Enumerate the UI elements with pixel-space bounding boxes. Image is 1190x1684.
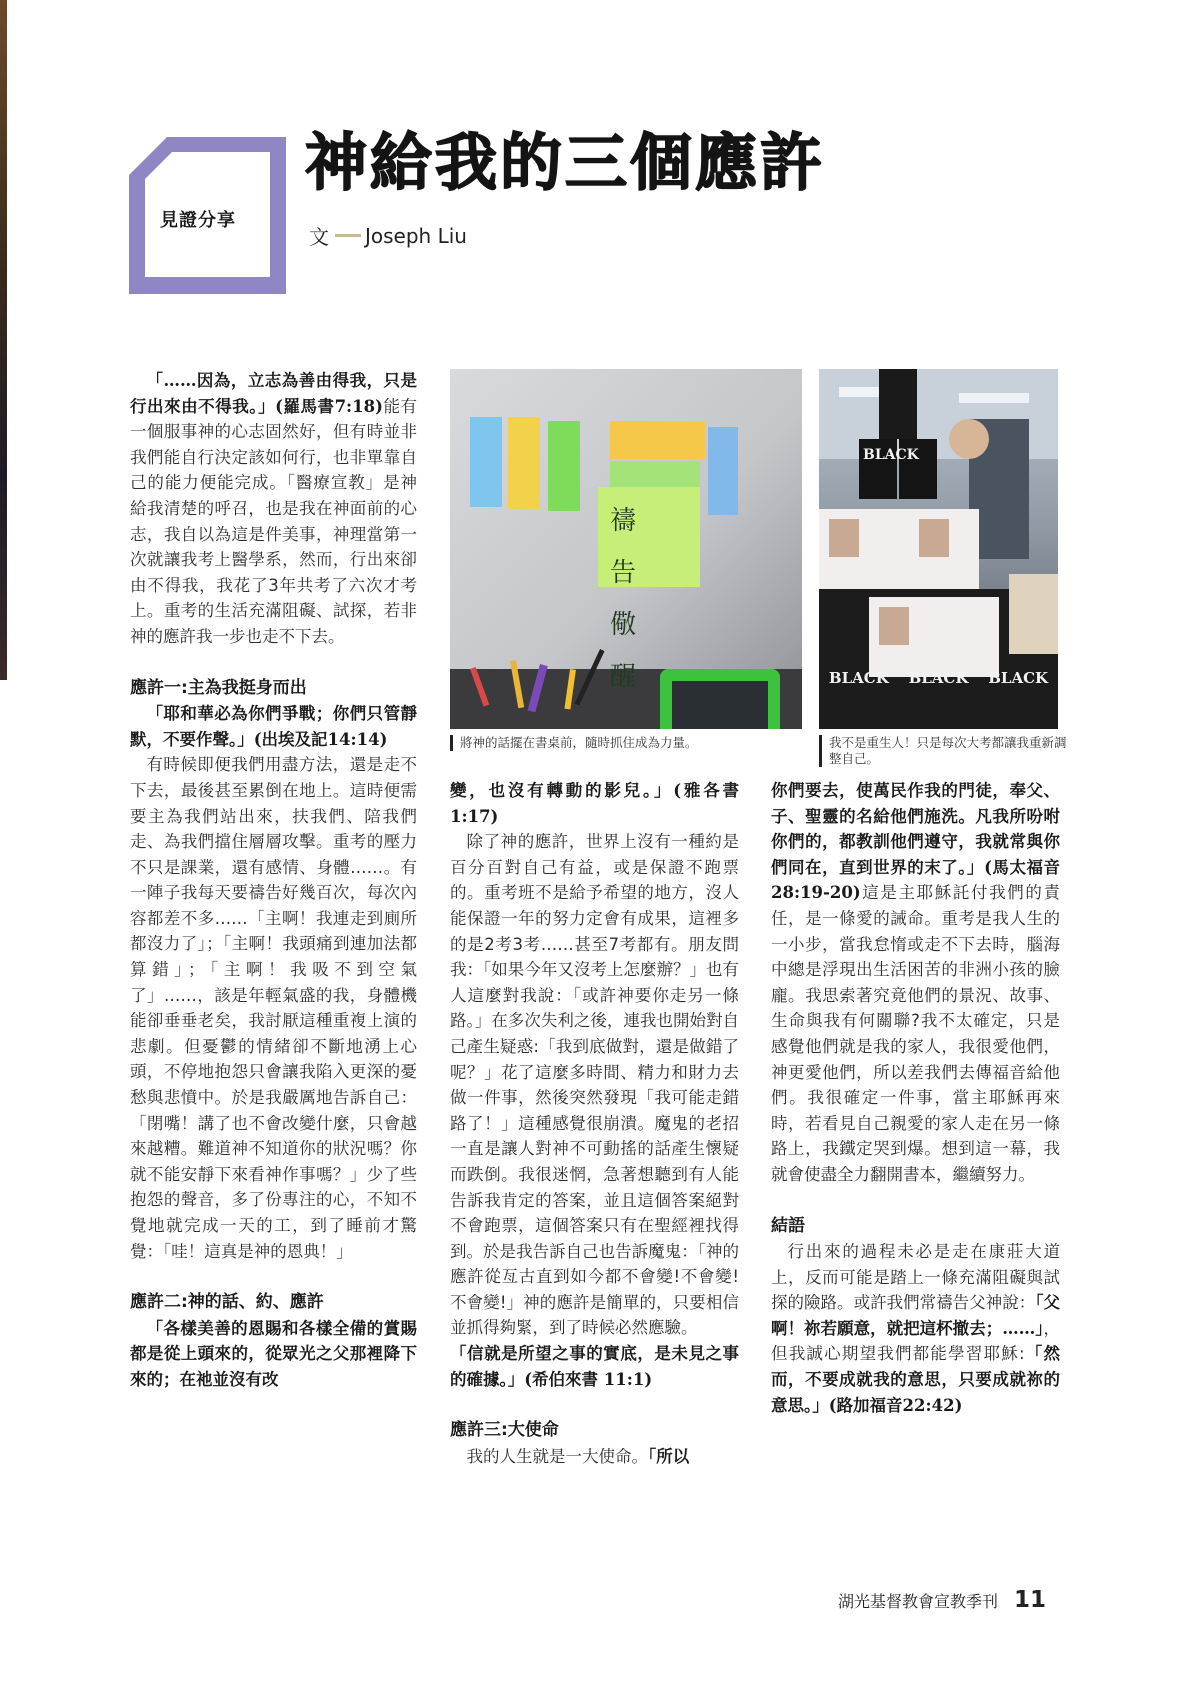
photo-desk-notes [450, 369, 802, 729]
caption-coffee-cans: 我不是重生人！只是每次大考都讓我重新調整自己。 [819, 735, 1069, 767]
quote-james-start: 「各樣美善的恩賜和各樣全備的賞賜都是從上頭來的，從眾光之父那裡降下來的；在祂並沒有改 [130, 1318, 417, 1389]
quote-matthew-end: 你們要去，使萬民作我的門徒，奉父、子、聖靈的名給他們施洗。凡我所吩咐你們的，都教訓他們遵守，我就常與你們同在，直到世界的末了。」(馬太福音28:19-20) [771, 781, 1060, 903]
byline [309, 221, 467, 250]
heading-promise-1: 應許一:主為我挺身而出 [130, 677, 307, 698]
quote-exodus: 「耶和華必為你們爭戰；你們只管靜默，不要作聲。」(出埃及記14:14) [130, 704, 417, 749]
quote-matthew-start: 「所以 [648, 1446, 690, 1466]
can-label: BLACK [828, 669, 889, 687]
photo-coffee-cans [819, 369, 1058, 729]
column-1 [130, 368, 417, 1393]
paragraph-promise-3-end [771, 778, 1060, 1188]
author-name: Joseph Liu [365, 223, 467, 248]
paragraph-promise-3-start [450, 1444, 739, 1470]
paragraph-conclusion [771, 1239, 1060, 1418]
article-title: 神給我的三個應許 [305, 126, 826, 199]
quote-luke: 「然而，不要成就我的意思，只要成就祢的意思。」(路加福音22:42) [771, 1344, 1061, 1415]
opening-text: 能有一個服事神的心志固然好，但有時並非我們能自行決定該如何行，也非單靠自己的能力便能完成。「醫療宣教」是神給我清楚的呼召，也是我在神面前的心志，我自以為這是件美事，神理當第一次就讓我考上醫學系，然而，行出來卻由不得我，我花了3年共考了六次才考上。重考的生活充滿阻礙、試探，若非神的應許我一步也走不下去。 [130, 396, 418, 646]
quote-james-end: 變，也沒有轉動的影兒。」(雅各書1:17) [450, 781, 739, 826]
byline-prefix: 文 [309, 225, 329, 249]
heading-conclusion: 結語 [771, 1215, 805, 1236]
can-label: BLACK [988, 669, 1049, 687]
paragraph-promise-1: 有時候即便我們用盡方法，還是走不下去，最後甚至累倒在地上。這時便需要主為我們站出來，扶我們、陪我們走、為我們擋住層層攻擊。重考的壓力不只是課業，還有感情、身體……。有一陣子我每天要禱告好幾百次，每次內容都差不多……「主啊！我連走到廁所都沒力了」；「主啊！我頭痛到連加法都算錯」；「主啊！我吸不到空氣了」……，該是年輕氣盛的我，身體機能卻垂垂老矣，我討厭這種重複上演的悲劇。但憂鬱的情緒卻不斷地湧上心頭，不停地抱怨只會讓我陷入更深的憂愁與悲憤中。於是我嚴厲地告訴自己：「閉嘴！講了也不會改變什麼，只會越來越糟。難道神不知道你的狀況嗎？你就不能安靜下來看神作事嗎？」少了些抱怨的聲音，多了份專注的心，不知不覺地就完成一天的工，到了睡前才驚覺：「哇！這真是神的恩典！」 [130, 755, 417, 1261]
quote-father-prayer: 「父啊！祢若願意，就把這杯撤去；……」 [771, 1293, 1061, 1338]
page-number: 11 [1014, 1587, 1047, 1613]
can-labels [819, 669, 1058, 687]
magazine-name: 湖光基督教會宣教季刊 [838, 1592, 999, 1611]
sticky-note-line-2: 儆醒 [610, 610, 661, 692]
caption-desk-notes: 將神的話擺在書桌前，隨時抓住成為力量。 [450, 735, 805, 751]
column-2 [450, 778, 739, 1469]
section-badge-label: 見證分享 [160, 210, 236, 231]
conclusion-text-mid: ，但我誠心期望我們都能學習耶穌: [771, 1318, 1060, 1364]
heading-promise-3: 應許三:大使命 [450, 1420, 559, 1441]
heading-promise-2: 應許二:神的話、約、應許 [130, 1292, 324, 1313]
page-edge-strip [0, 0, 7, 680]
sticky-note-line-1: 禱告 [610, 506, 661, 588]
quote-hebrews: 「信就是所望之事的實底，是未見之事的確據。」(希伯來書 11:1) [450, 1344, 739, 1389]
page-footer [838, 1587, 1046, 1613]
promise-3-text: 這是主耶穌託付我們的責任，是一條愛的誡命。重考是我人生的一小步，當我怠惰或走不下去時，腦海中總是浮現出生活困苦的非洲小孩的臉龐。我思索著究竟他們的景況、故事、生命與我有何關聯?我不太確定，只是感覺他們就是我的家人，我很愛他們，神更愛他們，所以差我們去傳福音給他們。我很確定一件事，當主耶穌再來時，若看見自己親愛的家人走在另一條路上，我鐵定哭到爆。想到這一幕，我就會使盡全力翻開書本，繼續努力。 [771, 883, 1060, 1184]
sticky-note-text [610, 495, 690, 703]
opening-paragraph [130, 368, 417, 650]
column-3 [771, 778, 1060, 1418]
conclusion-text: 行出來的過程未必是走在康莊大道上，反而可能是踏上一條充滿阻礙與試探的險路。或許我們常禱告父神說： [771, 1242, 1060, 1313]
can-label-top: BLACK [863, 447, 919, 463]
can-label: BLACK [908, 669, 969, 687]
byline-dash [335, 234, 361, 237]
paragraph-promise-2: 除了神的應許，世界上沒有一種約是百分百對自己有益，或是保證不跑票的。重考班不是給予希望的地方，沒人能保證一年的努力定會有成果，這裡多的是2考3考……甚至7考都有。朋友問我：「如果今年又沒考上怎麼辦？」也有人這麼對我說：「或許神要你走另一條路。」在多次失利之後，連我也開始對自己產生疑惑:「我到底做對，還是做錯了呢？」花了這麼多時間、精力和財力去做一件事，然後突然發現「我可能走錯路了！」這種感覺很崩潰。魔鬼的老招一直是讓人對神不可動搖的話產生懷疑而跌倒。我很迷惘，急著想聽到有人能告訴我肯定的答案，並且這個答案絕對不會跑票，這個答案只有在聖經裡找得到。於是我告訴自己也告訴魔鬼：「神的應許從亙古直到如今都不會變!不會變!不會變!」神的應許是簡單的，只要相信並抓得夠緊，到了時候必然應驗。 [450, 832, 739, 1338]
promise-3-intro: 我的人生就是一大使命。 [466, 1446, 648, 1466]
opening-quote: 「……因為，立志為善由得我，只是行出來由不得我。」(羅馬書7:18) [130, 371, 417, 416]
